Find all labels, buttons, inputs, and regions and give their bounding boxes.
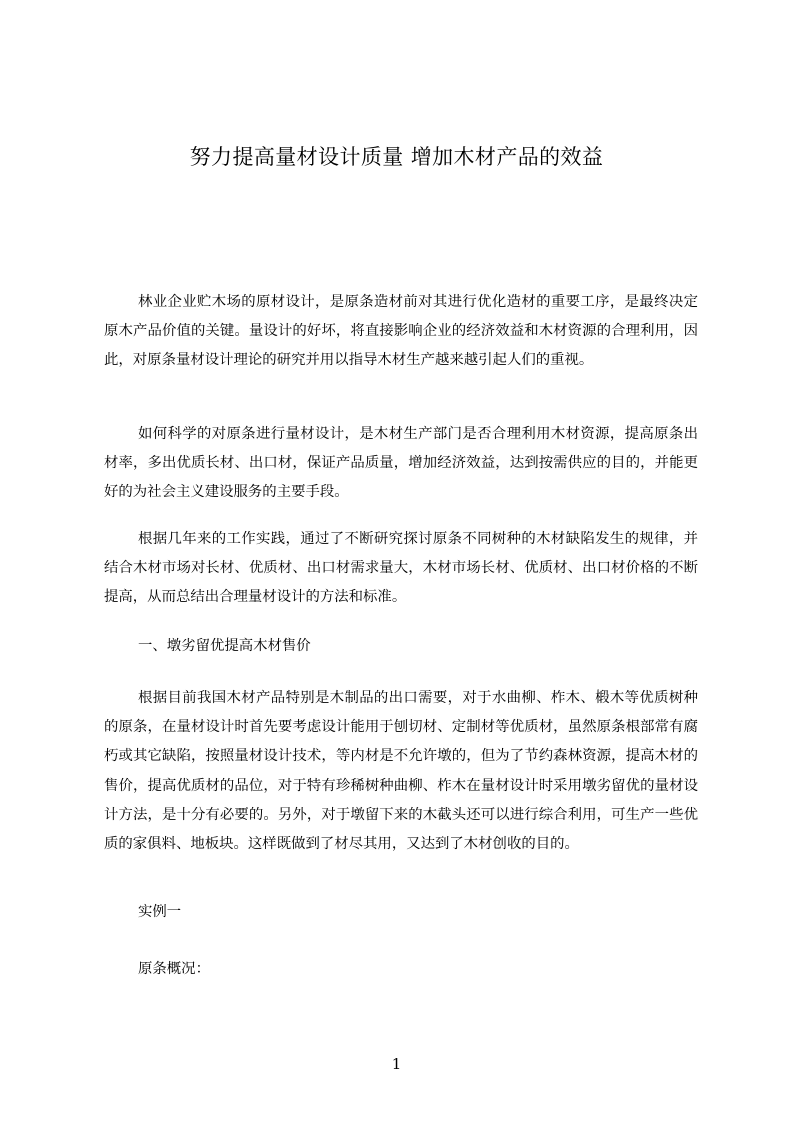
paragraph-section-1: 根据目前我国木材产品特别是木制品的出口需要，对于水曲柳、柞木、椴木等优质树种的原条，在量材设计时首先要考虑设计能用于刨切材、定制材等优质材，虽然原条根部常有腐朽或其它缺陷，按照量材设计技术，等内材是不允许墩的，但为了节约森林资源，提高木材的售价，提高优质材的品位，对于特有珍稀树种曲柳、柞木在量材设计时采用墩劣留优的量材设计方法，是十分有必要的。另外，对于墩留下来的木截头还可以进行综合利用，可生产一些优质的家俱料、地板块。这样既做到了材尽其用，又达到了木材创收的目的。 [104, 690, 698, 853]
raw-log-overview-label: 原条概况： [138, 961, 210, 977]
paragraph-intro: 林业企业贮木场的原材设计，是原条造材前对其进行优化造材的重要工序，是最终决定原木产品价值的关键。量设计的好坏，将直接影响企业的经济效益和木材资源的合理利用，因此，对原条量材设计理论的研究并用以指导木材生产越来越引起人们的重视。 [104, 294, 698, 369]
section-heading-1: 一、墩劣留优提高木材售价 [138, 638, 311, 654]
paragraph-practice: 根据几年来的工作实践，通过了不断研究探讨原条不同树种的木材缺陷发生的规律，并结合木材市场对长材、优质材、出口材需求量大，木材市场长材、优质材、出口材价格的不断提高，从而总结出合理量材设计的方法和标准。 [104, 531, 698, 606]
document-title: 努力提高量材设计质量 增加木材产品的效益 [189, 145, 604, 169]
paragraph-purpose: 如何科学的对原条进行量材设计，是木材生产部门是否合理利用木材资源，提高原条出材率，多出优质长材、出口材，保证产品质量，增加经济效益，达到按需供应的目的，并能更好的为社会主义建设服务的主要手段。 [104, 426, 698, 501]
page-number: 1 [391, 1055, 402, 1073]
example-heading: 实例一 [138, 904, 182, 920]
